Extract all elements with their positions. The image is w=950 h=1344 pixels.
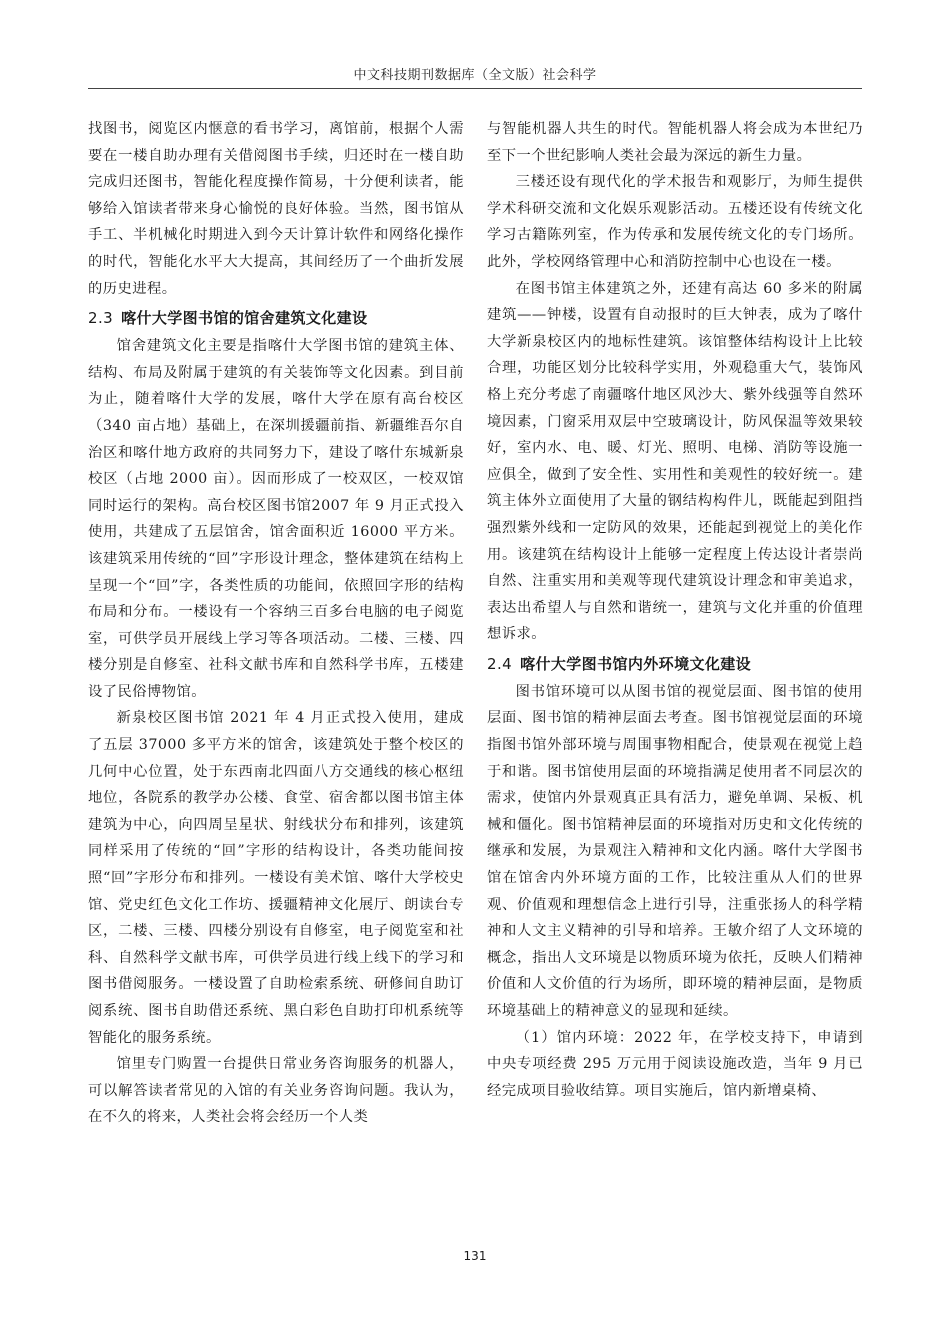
section-number: 2.3 bbox=[88, 309, 114, 328]
section-heading-2-4 bbox=[487, 650, 863, 678]
paragraph: 新泉校区图书馆 2021 年 4 月正式投入使用，建成了五层 37000 多平方米的馆舍，该建筑处于整个校区的几何中心位置，处于东西南北四面八方交通线的核心枢纽地位，各院系的教学办公楼、食堂、宿舍都以图书馆主体建筑为中心，向四周呈星状、射线状分布和排列，该建筑同样采用了传统的“回”字形的结构设计，各类功能间按照“回”字形分布和排列。一楼设有美术馆、喀什大学校史馆、党史红色文化工作坊、援疆精神文化展厅、朗读台专区，二楼、三楼、四楼分别设有自修室，电子阅览室和社科、自然科学文献书库，可供学员进行线上线下的学习和图书借阅服务。一楼设置了自助检索系统、研修间自助订阅系统、图书自助借还系统、黑白彩色自助打印机系统等智能化的服务系统。 bbox=[88, 710, 464, 1046]
header-divider bbox=[88, 88, 862, 89]
paragraph: 在图书馆主体建筑之外，还建有高达 60 多米的附属建筑——钟楼，设置有自动报时的巨大钟表，成为了喀什大学新泉校区内的地标性建筑。该馆整体结构设计上比较合理，功能区划分比较科学实用，外观稳重大气，装饰风格上充分考虑了南疆喀什地区风沙大、紫外线强等自然环境因素，门窗采用双层中空玻璃设计，防风保温等效果较好，室内水、电、暖、灯光、照明、电梯、消防等设施一应俱全，做到了安全性、实用性和美观性的较好统一。建筑主体外立面使用了大量的钢结构构件儿，既能起到阻挡强烈紫外线和一定防风的效果，还能起到视觉上的美化作用。该建筑在结构设计上能够一定程度上传达设计者崇尚自然、注重实用和美观等现代建筑设计理念和审美追求，表达出希望人与自然和谐统一，建筑与文化并重的价值理想诉求。 bbox=[487, 280, 863, 643]
section-title: 喀什大学图书馆内外环境文化建设 bbox=[520, 654, 752, 673]
running-header: 中文科技期刊数据库（全文版）社会科学 bbox=[353, 68, 597, 83]
section-title: 喀什大学图书馆的馆舍建筑文化建设 bbox=[121, 309, 368, 328]
right-column bbox=[487, 116, 863, 1104]
paragraph: 图书馆环境可以从图书馆的视觉层面、图书馆的使用层面、图书馆的精神层面去考查。图书馆视觉层面的环境指图书馆外部环境与周围事物相配合，使景观在视觉上趋于和谐。图书馆使用层面的环境指满足使用者不同层次的需求，使馆内外景观真正具有活力，避免单调、呆板、机械和僵化。图书馆精神层面的环境指对历史和文化传统的继承和发展，为景观注入精神和文化内涵。喀什大学图书馆在馆舍内外环境方面的工作，比较注重从人们的世界观、价值观和理想信念上进行引导，注重张扬人的科学精神和人文主义精神的引导和培养。王敏介绍了人文环境的概念，指出人文环境是以物质环境为依托，反映人们精神价值和人文价值的行为场所，即环境的精神层面，是物质环境基础上的精神意义的显现和延续。 bbox=[487, 683, 863, 1019]
paragraph-continued: 找图书，阅览区内惬意的看书学习，离馆前，根据个人需要在一楼自助办理有关借阅图书手续，归还时在一楼自助完成归还图书，智能化程度操作简易，十分便利读者，能够给入馆读者带来身心愉悦的良好体验。当然，图书馆从手工、半机械化时期进入到今天计算计软件和网络化操作的时代，智能化水平大大提高，其间经历了一个曲折发展的历史进程。 bbox=[88, 121, 464, 297]
paragraph: 馆舍建筑文化主要是指喀什大学图书馆的建筑主体、结构、布局及附属于建筑的有关装饰等文化因素。到目前为止，随着喀什大学的发展，喀什大学在原有高台校区（340 亩占地）基础上，在深圳援疆前指、新疆维吾尔自治区和喀什地方政府的共同努力下，建设了喀什东城新泉校区（占地 2000 亩）。因而形成了一校双区，一校双馆同时运行的架构。高台校区图书馆2007 年 9 月正式投入使用，共建成了五层馆舍，馆舍面积近 16000 平方米。该建筑采用传统的“回”字形设计理念，整体建筑在结构上呈现一个“回”字，各类性质的功能间，依照回字形的结构布局和分布。一楼设有一个容纳三百多台电脑的电子阅览室，可供学员开展线上学习等各项活动。二楼、三楼、四楼分别是自修室、社科文献书库和自然科学书库，五楼建设了民俗博物馆。 bbox=[88, 338, 464, 700]
paragraph: 三楼还设有现代化的学术报告和观影厅，为师生提供学术科研交流和文化娱乐观影活动。五楼还设有传统文化学习古籍陈列室，作为传承和发展传统文化的专门场所。此外，学校网络管理中心和消防控制中心也设在一楼。 bbox=[487, 174, 863, 270]
left-column bbox=[88, 116, 464, 1131]
paragraph: 馆里专门购置一台提供日常业务咨询服务的机器人，可以解答读者常见的入馆的有关业务咨询问题。我认为，在不久的将来，人类社会将会经历一个人类 bbox=[88, 1056, 464, 1126]
section-number: 2.4 bbox=[487, 654, 513, 673]
page-number: 131 bbox=[463, 1249, 487, 1263]
paragraph-continued: 与智能机器人共生的时代。智能机器人将会成为本世纪乃至下一个世纪影响人类社会最为深远的新生力量。 bbox=[487, 121, 863, 164]
section-heading-2-3 bbox=[88, 304, 464, 332]
paragraph: （1）馆内环境：2022 年，在学校支持下，申请到中央专项经费 295 万元用于阅读设施改造，当年 9 月已经完成项目验收结算。项目实施后，馆内新增桌椅、 bbox=[487, 1029, 863, 1099]
